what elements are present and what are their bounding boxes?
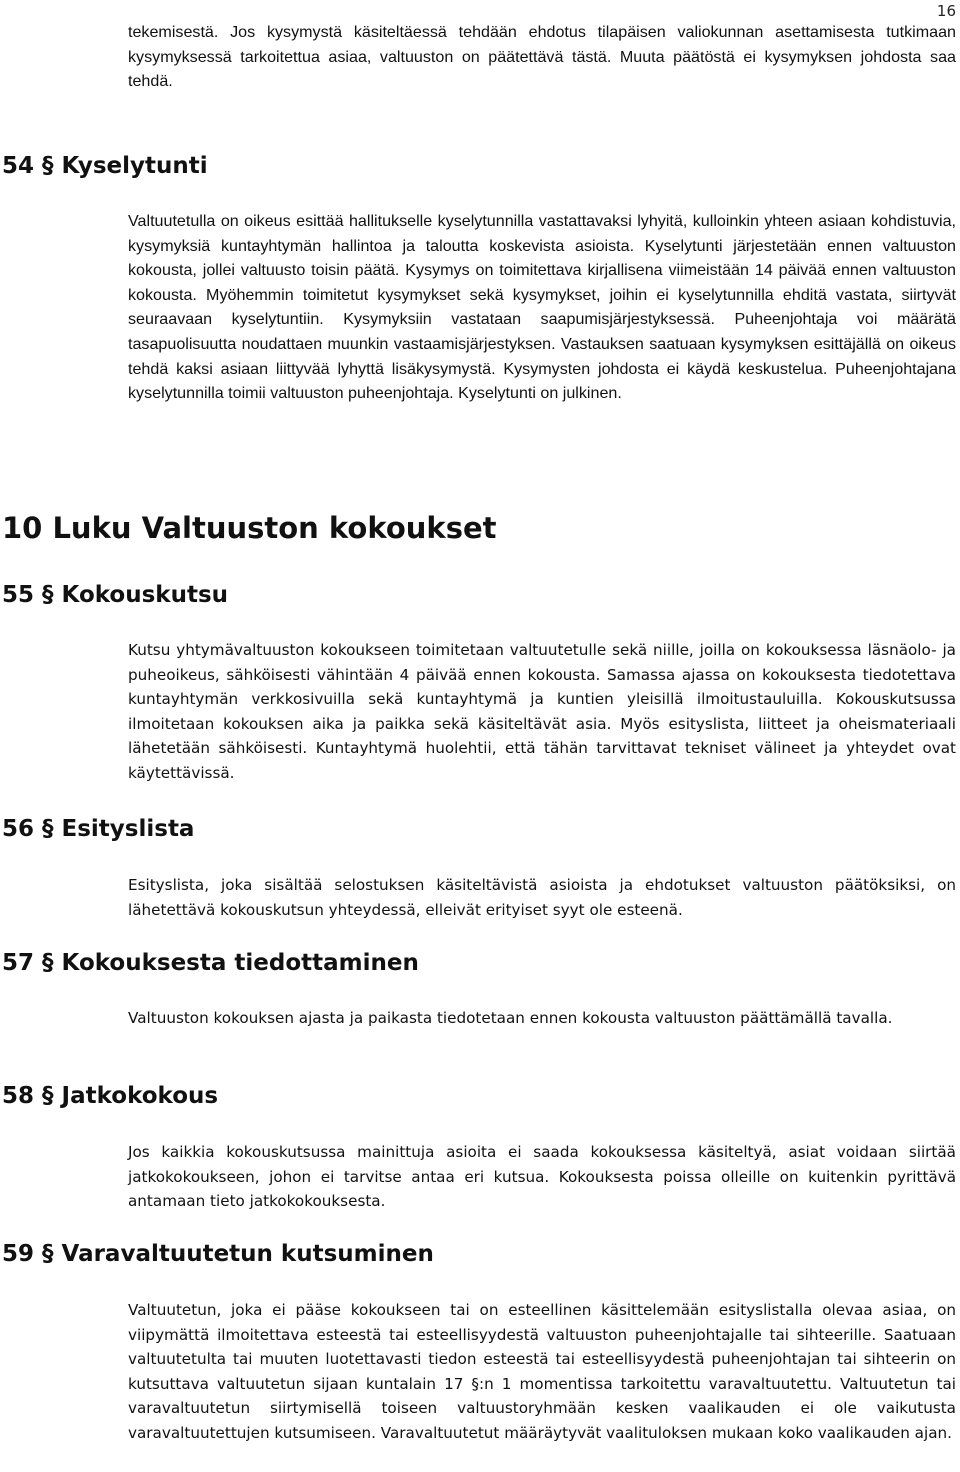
section-55-text: Kutsu yhtymävaltuuston kokoukseen toimitetaan valtuutetulle sekä niille, joilla on kokouksessa läsnäolo- ja puheoikeus, sähköisesti vähintään 4 päivää ennen kokousta. Samassa ajassa on kokouksesta tiedotettava kuntayhtymän verkkosivuilla sekä kuntayhtymä ja kuntien yleisillä ilmoitustauluilla. Kokouskutsussa ilmoitetaan kokouksen aika ja paikka sekä käsiteltävät asia. Myös esityslista, liitteet ja oheismateriaali lähetetään sähköisesti. Kuntayhtymä huolehtii, että tähän tarvittavat tekniset välineet ja yhteydet ovat käytettävissä. [128,641,956,782]
chapter-10-heading: 10 Luku Valtuuston kokoukset [2,511,497,545]
section-56-heading: 56 § Esityslista [2,816,195,842]
section-54-heading: 54 § Kyselytunti [2,153,208,179]
section-56-text: Esityslista, joka sisältää selostuksen käsiteltävistä asioista ja ehdotukset valtuuston päätöksiksi, on lähetettävä kokouskutsun yhteydessä, elleivät erityiset syyt ole esteenä. [128,876,956,919]
section-54-text: Valtuutetulla on oikeus esittää hallitukselle kyselytunnilla vastattavaksi lyhyitä, kulloinkin yhteen asiaan kohdistuvia, kysymyksiä kuntayhtymän hallintoa ja taloutta koskevista asioista. Kyselytunti järjestetään ennen valtuuston kokousta, jollei valtuusto toisin päätä. Kysymys on toimitettava kirjallisena viimeistään 14 päivää ennen valtuuston kokousta. Myöhemmin toimitetut kysymykset sekä kysymykset, joihin ei kyselytunnilla ehditä vastata, siirtyvät seuraavaan kyselytuntiin. Kysymyksiin vastataan saapumisjärjestyksessä. Puheenjohtaja voi määrätä tasapuolisuutta noudattaen muunkin vastaamisjärjestyksen. Vastauksen saatuaan kysymyksen esittäjällä on oikeus tehdä kaksi asiaan liittyvää lyhyttä lisäkysymystä. Kysymysten johdosta ei käydä keskustelua. Puheenjohtajana kyselytunnilla toimii valtuuston puheenjohtaja. Kyselytunti on julkinen. [128,212,956,403]
section-57-heading: 57 § Kokouksesta tiedottaminen [2,950,419,976]
section-58-text: Jos kaikkia kokouskutsussa mainittuja asioita ei saada kokouksessa käsiteltyä, asiat voidaan siirtää jatkokokoukseen, johon ei tarvitse antaa eri kutsua. Kokouksesta poissa olleille on kuitenkin pyrittävä antamaan tieto jatkokokouksesta. [128,1143,956,1211]
section-55-heading: 55 § Kokouskutsu [2,582,229,608]
page-number: 16 [936,2,956,20]
section-57-text: Valtuuston kokouksen ajasta ja paikasta tiedotetaan ennen kokousta valtuuston päättämällä tavalla. [128,1009,893,1027]
section-59-text: Valtuutetun, joka ei pääse kokoukseen tai on esteellinen käsittelemään esityslistalla olevaa asiaa, on viipymättä ilmoitettava esteestä tai esteellisyydestä valtuuston puheenjohtajalle tai sihteerille. Saatuaan valtuutetulta tai muuten luotettavasti tiedon esteestä tai esteellisyydestä puheenjohtajan tai sihteerin on kutsuttava valtuutetun sijaan kuntalain 17 §:n 1 momentissa tarkoitettu varavaltuutettu. Valtuutetun tai varavaltuutetun siirtymisellä toiseen valtuustoryhmään kesken vaalikauden ei ole vaikutusta varavaltuutettujen kutsumiseen. Varavaltuutetut määräytyvät vaalituloksen mukaan koko vaalikauden ajan. [128,1301,956,1442]
intro-paragraph: tekemisestä. Jos kysymystä käsiteltäessä tehdään ehdotus tilapäisen valiokunnan asettamisesta tutkimaan kysymyksessä tarkoitettua asiaa, valtuuston on päätettävä tästä. Muuta päätöstä ei kysymyksen johdosta saa tehdä. [128,23,956,91]
section-59-heading: 59 § Varavaltuutetun kutsuminen [2,1241,434,1267]
section-58-heading: 58 § Jatkokokous [2,1083,219,1109]
